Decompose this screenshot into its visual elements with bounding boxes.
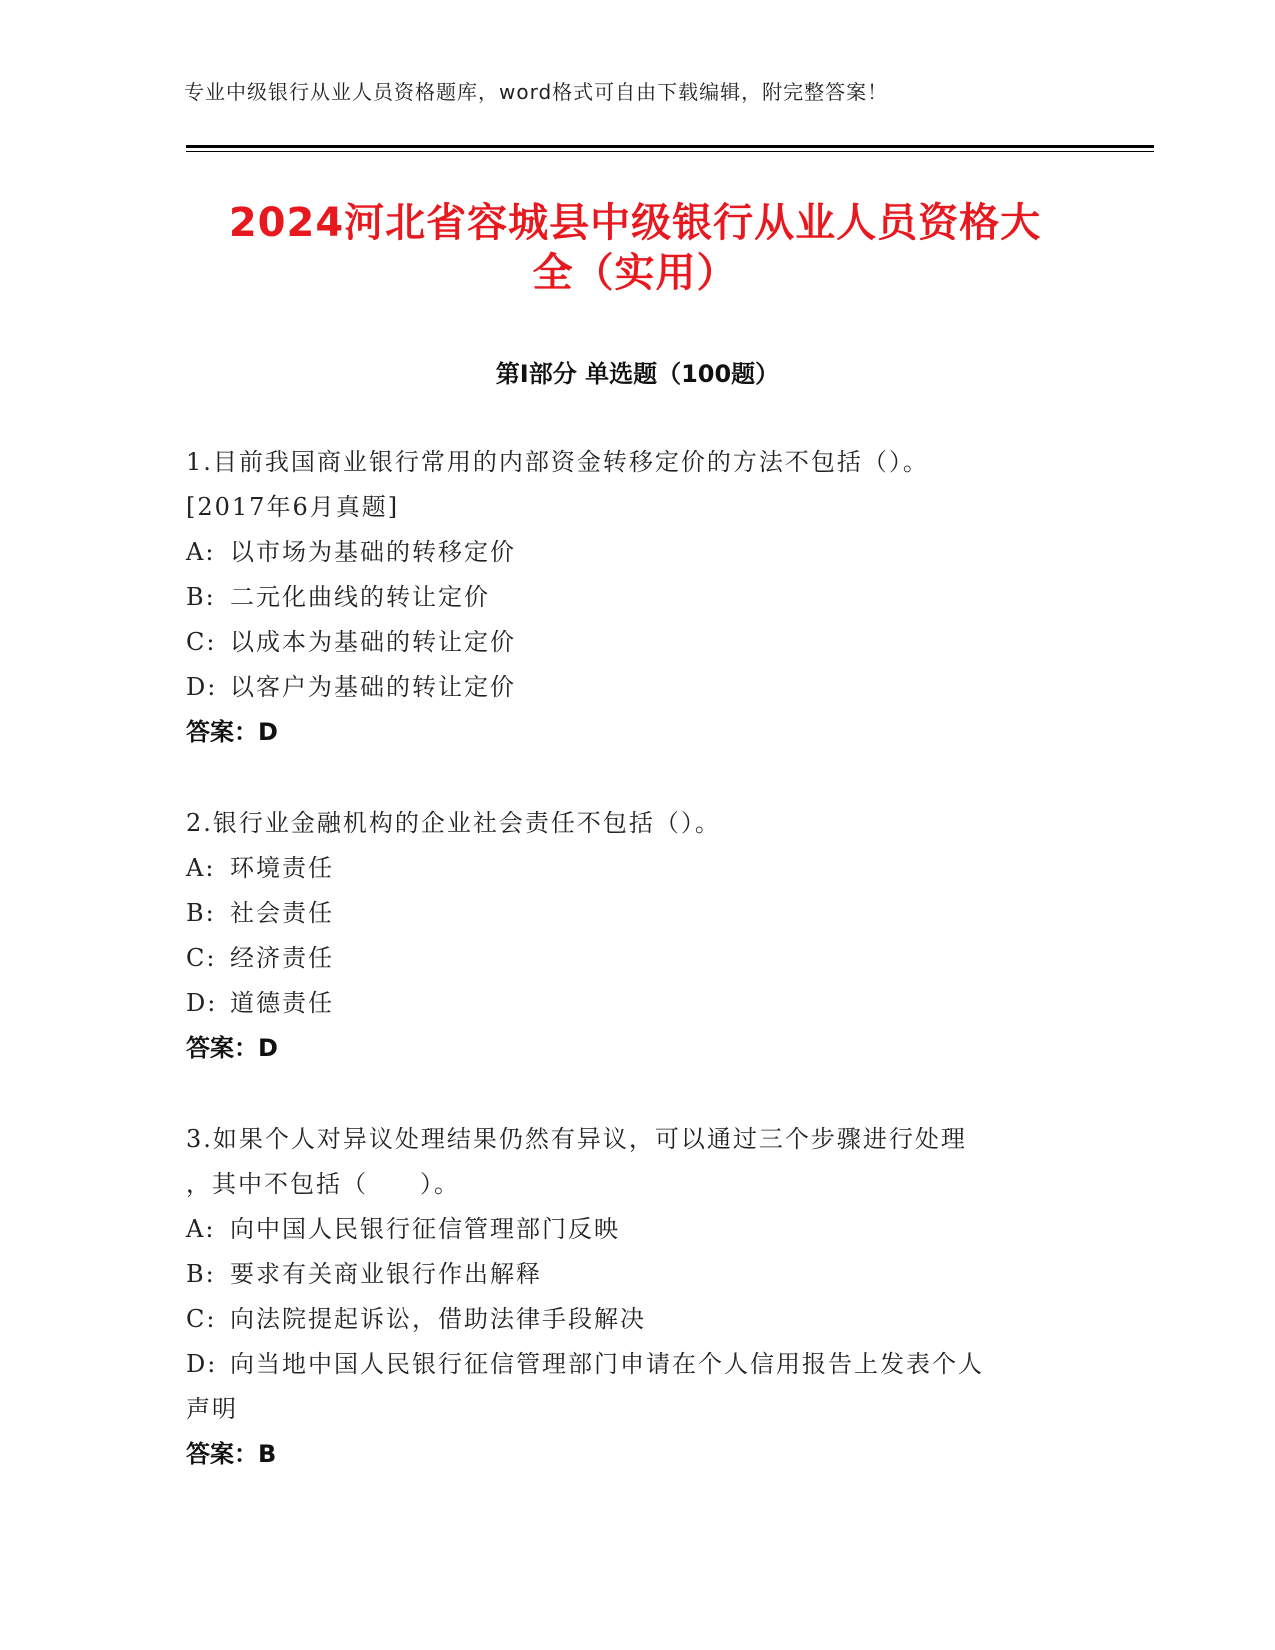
question-3-stem-line-1: 3.如果个人对异议处理结果仍然有异议，可以通过三个步骤进行处理 bbox=[186, 1125, 967, 1153]
question-3-option-b bbox=[186, 1252, 1066, 1297]
question-1-answer: 答案：D bbox=[186, 718, 278, 746]
question-1-stem-line-2: [2017年6月真题] bbox=[186, 493, 400, 521]
question-3-option-d bbox=[186, 1342, 1066, 1387]
question-3-option-c bbox=[186, 1297, 1066, 1342]
option-text: 向法院提起诉讼，借助法律手段解决 bbox=[230, 1305, 646, 1333]
section-title: 第Ⅰ部分 单选题（100题） bbox=[495, 360, 780, 388]
option-text: 要求有关商业银行作出解释 bbox=[230, 1260, 542, 1288]
question-1-option-b bbox=[186, 575, 1066, 620]
option-text: 以成本为基础的转让定价 bbox=[230, 628, 516, 656]
header-note: 专业中级银行从业人员资格题库，word格式可自由下载编辑，附完整答案！ bbox=[184, 80, 889, 104]
option-text: 道德责任 bbox=[230, 989, 334, 1017]
option-label: A: bbox=[186, 854, 216, 882]
option-label: B: bbox=[186, 583, 216, 611]
document-title-line-1: 2024河北省容城县中级银行从业人员资格大 bbox=[228, 200, 1042, 246]
option-text: 经济责任 bbox=[230, 944, 334, 972]
question-3-option-a bbox=[186, 1207, 1066, 1252]
question-2 bbox=[186, 801, 1066, 1071]
question-2-option-d bbox=[186, 981, 1066, 1026]
option-text: 以市场为基础的转移定价 bbox=[230, 538, 516, 566]
option-text: 向当地中国人民银行征信管理部门申请在个人信用报告上发表个人 bbox=[230, 1350, 984, 1378]
question-3-option-d-continued: 声明 bbox=[186, 1395, 238, 1423]
option-label: B: bbox=[186, 899, 216, 927]
option-label: C: bbox=[186, 944, 217, 972]
question-1-option-a bbox=[186, 530, 1066, 575]
question-1-stem-line-1: 1.目前我国商业银行常用的内部资金转移定价的方法不包括（）。 bbox=[186, 448, 929, 476]
question-2-option-a bbox=[186, 846, 1066, 891]
question-3 bbox=[186, 1117, 1066, 1477]
question-3-answer: 答案：B bbox=[186, 1440, 277, 1468]
question-1-option-d bbox=[186, 665, 1066, 710]
option-text: 向中国人民银行征信管理部门反映 bbox=[230, 1215, 620, 1243]
question-2-stem-line-1: 2.银行业金融机构的企业社会责任不包括（）。 bbox=[186, 809, 721, 837]
question-2-option-b bbox=[186, 891, 1066, 936]
question-2-option-c bbox=[186, 936, 1066, 981]
question-list bbox=[186, 440, 1066, 1523]
option-text: 以客户为基础的转让定价 bbox=[230, 673, 516, 701]
question-1-option-c bbox=[186, 620, 1066, 665]
option-text: 环境责任 bbox=[230, 854, 334, 882]
option-label: A: bbox=[186, 1215, 216, 1243]
question-3-stem-line-2: ，其中不包括（ ）。 bbox=[186, 1170, 460, 1198]
option-text: 社会责任 bbox=[230, 899, 334, 927]
option-label: D: bbox=[186, 673, 218, 701]
option-text: 二元化曲线的转让定价 bbox=[230, 583, 490, 611]
option-label: D: bbox=[186, 989, 218, 1017]
option-label: D: bbox=[186, 1350, 218, 1378]
header-rule-thick bbox=[186, 145, 1154, 148]
question-2-answer: 答案：D bbox=[186, 1034, 278, 1062]
question-1 bbox=[186, 440, 1066, 755]
option-label: B: bbox=[186, 1260, 216, 1288]
option-label: C: bbox=[186, 628, 217, 656]
document-title bbox=[180, 198, 1090, 298]
option-label: C: bbox=[186, 1305, 217, 1333]
header-rule-thin bbox=[186, 151, 1154, 152]
document-title-line-2: 全（实用） bbox=[532, 250, 738, 296]
option-label: A: bbox=[186, 538, 216, 566]
